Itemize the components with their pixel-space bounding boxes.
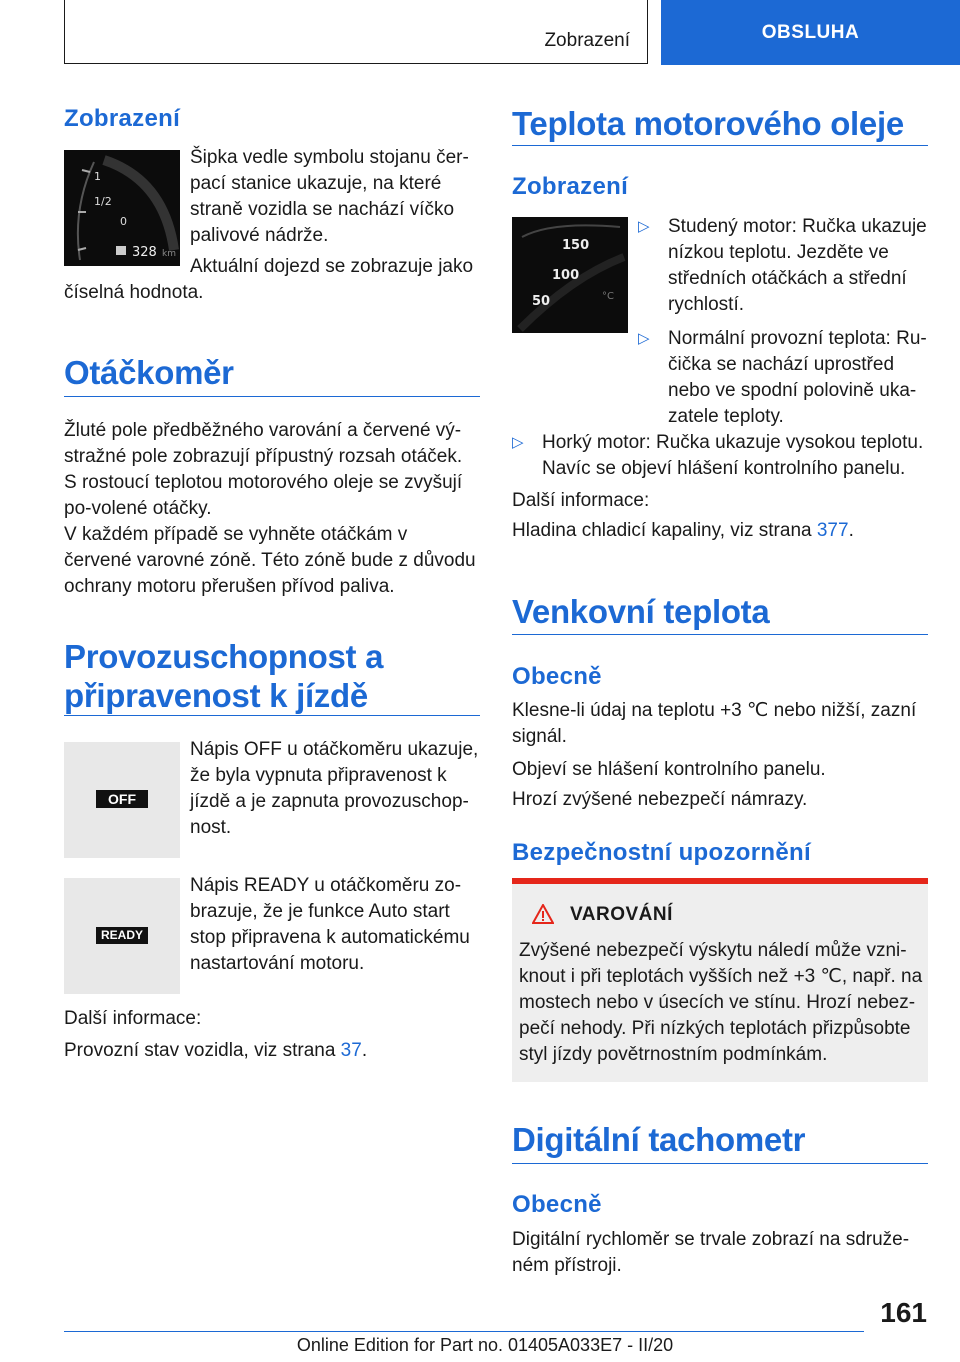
- safety-notes-heading: Bezpečnostní upozornění: [512, 839, 811, 866]
- ready-description: Nápis READY u otáčkoměru zo-brazuje, že je funkce Auto start stop připravena k automatickému nastartování motoru.: [190, 875, 470, 974]
- fuel-gauge-label-0: 0: [120, 215, 127, 228]
- triangle-bullet-icon: ▷: [638, 330, 650, 347]
- triangle-bullet-icon: ▷: [512, 434, 524, 451]
- outside-paragraph-2: Objeví se hlášení kontrolního panelu.: [512, 759, 826, 780]
- warning-triangle-icon: [532, 904, 554, 924]
- off-indicator-label: OFF: [96, 790, 148, 808]
- triangle-bullet-icon: ▷: [638, 218, 650, 235]
- oil-gauge-label-100: 100: [552, 268, 580, 283]
- right-more-info-label: Další informace:: [512, 490, 650, 511]
- oil-bullet-list-a: [638, 214, 930, 436]
- footer-edition: Online Edition for Part no. 01405A033E7 - II/20: [296, 1335, 674, 1355]
- ready-indicator-label: READY: [96, 927, 148, 944]
- list-item: ▷ Normální provozní teplota: Ru-čička se nachází uprostřed nebo ve spodní polovině uka-zatele teploty.: [638, 328, 927, 427]
- display-text-1: Šipka vedle symbolu stojanu čer-pací stanice ukazuje, na které straně vozidla se nachází víčko palivové nádrže.: [190, 147, 469, 246]
- outside-paragraph-3: Hrozí zvýšené nebezpečí námrazy.: [512, 789, 808, 810]
- tachometer-rule: [64, 396, 480, 397]
- readiness-heading-line-1: Provozuschopnost a: [64, 638, 384, 675]
- outside-temperature-heading: Venkovní teplota: [512, 593, 770, 630]
- outside-paragraph-1: Klesne-li údaj na teplotu +3 ℃ nebo nižší, zazní signál.: [512, 700, 917, 747]
- page-number: 161: [880, 1297, 927, 1328]
- tachometer-paragraph-1: Žluté pole předběžného varování a červené vý-stražné pole zobrazují přípustný rozsah otáček. S rostoucí teplotou motorového oleje se zvyšují po-volené otáčky.: [64, 420, 463, 519]
- outside-temperature-rule: [512, 634, 928, 635]
- left-more-info-label: Další informace:: [64, 1008, 202, 1029]
- warning-title: VAROVÁNÍ: [570, 904, 673, 925]
- off-description: Nápis OFF u otáčkoměru ukazuje, že byla vypnuta připravenost k jízdě a je zapnuta provozuschop-nost.: [190, 739, 479, 838]
- fuel-gauge-label-1: 1: [94, 170, 101, 183]
- left-more-info-reference: Provozní stav vozidla, viz strana 37.: [64, 1040, 368, 1061]
- fuel-gauge-image: [64, 150, 180, 266]
- digital-speedometer-heading: Digitální tachometr: [512, 1121, 806, 1158]
- page-link-37[interactable]: 37: [340, 1040, 362, 1061]
- page-link-377[interactable]: 377: [816, 520, 849, 541]
- digital-speedometer-rule: [512, 1163, 928, 1164]
- oil-temperature-heading: Teplota motorového oleje: [512, 105, 904, 142]
- warning-bar: [512, 878, 928, 884]
- fuel-gauge-range-unit: km: [162, 249, 176, 259]
- fuel-gauge-label-half: 1/2: [94, 195, 112, 208]
- ready-indicator-image: [64, 878, 180, 994]
- display-heading: Zobrazení: [64, 105, 181, 132]
- display-text-2: Aktuální dojezd se zobrazuje jako číselná hodnota.: [64, 256, 474, 303]
- off-indicator-image: [64, 742, 180, 858]
- oil-temperature-gauge-image: [512, 217, 628, 333]
- header-chapter-tab[interactable]: OBSLUHA: [661, 0, 960, 65]
- oil-bullet-list-b: [512, 430, 928, 488]
- warning-box: [512, 878, 928, 1082]
- digital-speedometer-text: Digitální rychloměr se trvale zobrazí na sdruže-ném přístroji.: [512, 1229, 910, 1276]
- outside-general-subheading: Obecně: [512, 663, 602, 690]
- oil-gauge-label-150: 150: [562, 238, 590, 253]
- warning-text: Zvýšené nebezpečí výskytu náledí může vzni-knout i při teplotách vyšších než +3 ℃, např. na mostech nebo v úsecích ve stínu. Hrozí nebez-pečí nehody. Při nízkých teplotách přizpůsobte styl jízdy povětrnostním podmínkám.: [519, 940, 923, 1065]
- oil-temperature-rule: [512, 145, 928, 146]
- readiness-rule: [64, 715, 480, 716]
- header-section-title: Zobrazení: [544, 30, 630, 51]
- list-item: ▷ Horký motor: Ručka ukazuje vysokou teplotu. Navíc se objeví hlášení kontrolního panelu.: [512, 432, 924, 479]
- right-more-info-reference: Hladina chladicí kapaliny, viz strana 377.: [512, 520, 854, 541]
- tachometer-heading: Otáčkoměr: [64, 354, 234, 391]
- oil-display-subheading: Zobrazení: [512, 173, 629, 200]
- list-item: ▷ Studený motor: Ručka ukazuje nízkou teplotu. Jezděte ve středních otáčkách a střední rychlostí.: [638, 216, 927, 315]
- digital-general-subheading: Obecně: [512, 1191, 602, 1218]
- readiness-heading-line-2: připravenost k jízdě: [64, 677, 368, 714]
- fuel-gauge-range: 328: [132, 245, 157, 260]
- oil-gauge-unit: °C: [602, 291, 614, 302]
- tachometer-paragraph-2: V každém případě se vyhněte otáčkám v červené varovné zóně. Této zóně bude z důvodu ochrany motoru přerušen přívod paliva.: [64, 524, 476, 597]
- oil-gauge-label-50: 50: [532, 294, 551, 309]
